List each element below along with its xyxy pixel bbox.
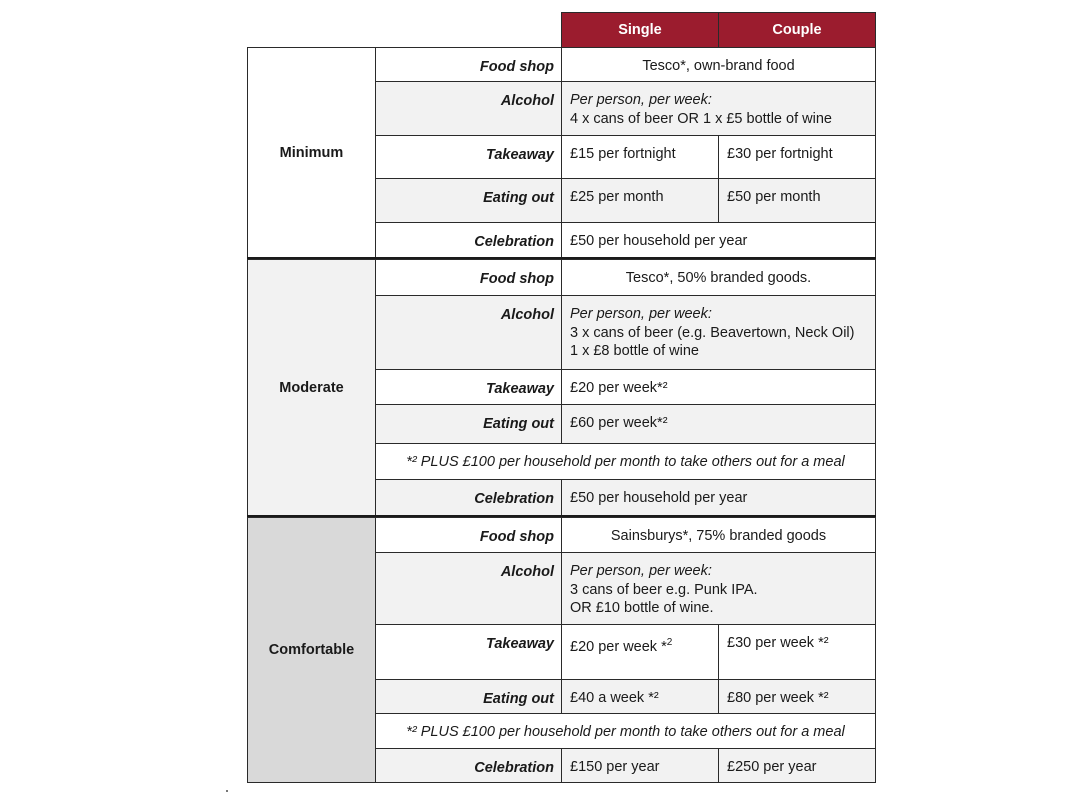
row-label-eating-out: Eating out xyxy=(375,404,562,444)
moderate-celebration-value: £50 per household per year xyxy=(561,479,876,517)
comfortable-eating-out-single: £40 a week *² xyxy=(561,679,719,714)
moderate-alcohol-value xyxy=(561,295,876,370)
header-couple: Couple xyxy=(718,12,876,48)
category-comfortable: Comfortable xyxy=(247,517,376,783)
category-minimum: Minimum xyxy=(247,47,376,259)
comfortable-footnote: *² PLUS £100 per household per month to take others out for a meal xyxy=(375,713,876,749)
row-label-takeaway: Takeaway xyxy=(375,135,562,179)
comfortable-eating-out-couple: £80 per week *² xyxy=(718,679,876,714)
row-label-alcohol: Alcohol xyxy=(375,81,562,136)
alcohol-line: 1 x £8 bottle of wine xyxy=(570,343,699,359)
row-label-celebration: Celebration xyxy=(375,479,562,517)
row-label-food-shop: Food shop xyxy=(375,259,562,296)
minimum-takeaway-couple: £30 per fortnight xyxy=(718,135,876,179)
row-label-takeaway: Takeaway xyxy=(375,624,562,680)
header-single: Single xyxy=(561,12,719,48)
comfortable-alcohol-value xyxy=(561,552,876,625)
row-label-celebration: Celebration xyxy=(375,748,562,783)
comfortable-food-shop-value: Sainsburys*, 75% branded goods xyxy=(561,517,876,553)
row-label-takeaway: Takeaway xyxy=(375,369,562,405)
category-moderate: Moderate xyxy=(247,259,376,517)
minimum-eating-out-couple: £50 per month xyxy=(718,178,876,223)
moderate-food-shop-value: Tesco*, 50% branded goods. xyxy=(561,259,876,296)
alcohol-intro: Per person, per week: xyxy=(570,563,712,579)
alcohol-intro: Per person, per week: xyxy=(570,92,712,108)
row-label-food-shop: Food shop xyxy=(375,47,562,82)
comfortable-takeaway-single xyxy=(561,624,719,680)
minimum-eating-out-single: £25 per month xyxy=(561,178,719,223)
minimum-food-shop-value: Tesco*, own-brand food xyxy=(561,47,876,82)
row-label-eating-out: Eating out xyxy=(375,178,562,223)
row-label-alcohol: Alcohol xyxy=(375,295,562,370)
comfortable-celebration-single: £150 per year xyxy=(561,748,719,783)
row-label-food-shop: Food shop xyxy=(375,517,562,553)
alcohol-line: OR £10 bottle of wine. xyxy=(570,600,714,616)
minimum-takeaway-single: £15 per fortnight xyxy=(561,135,719,179)
moderate-takeaway-value: £20 per week*² xyxy=(561,369,876,405)
minimum-celebration-value: £50 per household per year xyxy=(561,222,876,259)
moderate-eating-out-value: £60 per week*² xyxy=(561,404,876,444)
alcohol-intro: Per person, per week: xyxy=(570,306,712,322)
superscript-mark: 2 xyxy=(666,637,673,648)
alcohol-line: 4 x cans of beer OR 1 x £5 bottle of wine xyxy=(570,110,832,127)
comfortable-celebration-couple: £250 per year xyxy=(718,748,876,783)
row-label-alcohol: Alcohol xyxy=(375,552,562,625)
alcohol-line: 3 cans of beer e.g. Punk IPA. xyxy=(570,581,758,598)
row-label-celebration: Celebration xyxy=(375,222,562,259)
row-label-eating-out: Eating out xyxy=(375,679,562,714)
moderate-footnote: *² PLUS £100 per household per month to take others out for a meal xyxy=(375,443,876,480)
alcohol-line: 3 x cans of beer (e.g. Beavertown, Neck Oil) xyxy=(570,324,855,341)
stray-mark xyxy=(226,790,228,792)
takeaway-single-text: £20 per week * xyxy=(570,638,667,655)
minimum-alcohol-value xyxy=(561,81,876,136)
comfortable-takeaway-couple: £30 per week *² xyxy=(718,624,876,680)
